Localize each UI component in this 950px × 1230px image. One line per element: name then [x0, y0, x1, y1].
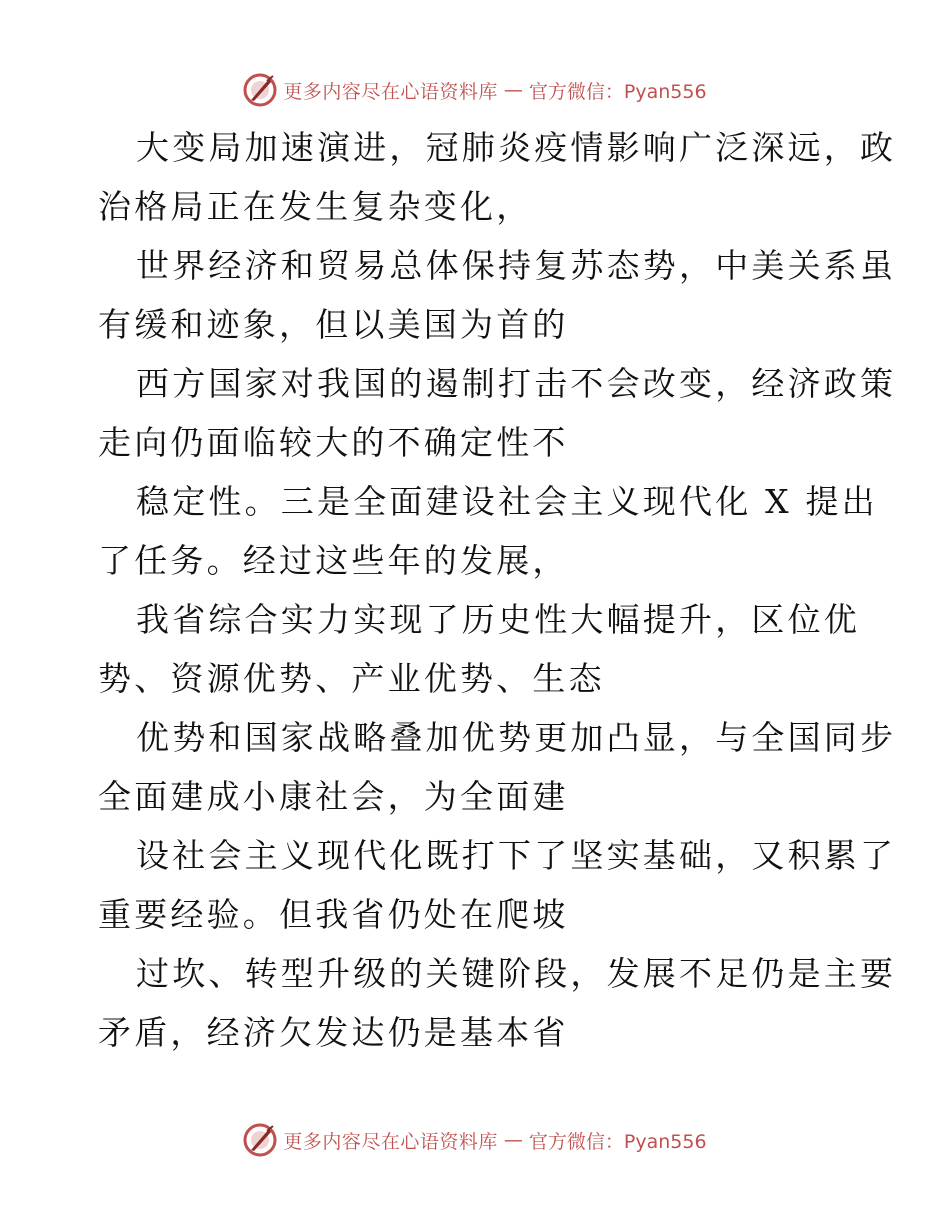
body-line: 优势和国家战略叠加优势更加凸显，与全国同步 [136, 718, 897, 757]
quill-logo-icon [243, 1123, 277, 1157]
body-line: 世界经济和贸易总体保持复苏态势，中美关系虽 [136, 246, 897, 285]
body-line: 势、资源优势、产业优势、生态 [98, 659, 605, 698]
header-banner-dash: — [503, 79, 523, 101]
body-line: 矛盾，经济欠发达仍是基本省 [98, 1013, 569, 1052]
body-line: 西方国家对我国的遏制打击不会改变，经济政策 [136, 364, 897, 403]
body-line: 重要经验。但我省仍处在爬坡 [98, 895, 569, 934]
header-banner [0, 70, 950, 110]
body-line: 大变局加速演进，冠肺炎疫情影响广泛深远，政 [136, 128, 897, 167]
body-line: 有缓和迹象，但以美国为首的 [98, 305, 569, 344]
header-banner-contact: 官方微信：Pyan556 [528, 80, 707, 103]
body-line: 了任务。经过这些年的发展， [98, 541, 569, 580]
document-body [98, 118, 897, 1062]
header-banner-text: 更多内容尽在心语资料库 [283, 80, 498, 103]
body-line: 过坎、转型升级的关键阶段，发展不足仍是主要 [136, 954, 897, 993]
footer-banner [0, 1120, 950, 1160]
body-line: 全面建成小康社会，为全面建 [98, 777, 569, 816]
footer-banner-text: 更多内容尽在心语资料库 [283, 1130, 498, 1153]
body-line: 设社会主义现代化既打下了坚实基础，又积累了 [136, 836, 897, 875]
footer-banner-contact: 官方微信：Pyan556 [528, 1130, 707, 1153]
body-line: 稳定性。三是全面建设社会主义现代化 X 提出 [136, 482, 878, 521]
body-line: 治格局正在发生复杂变化， [98, 187, 533, 226]
footer-banner-dash: — [503, 1129, 523, 1151]
body-line: 走向仍面临较大的不确定性不 [98, 423, 569, 462]
body-line: 我省综合实力实现了历史性大幅提升，区位优 [136, 600, 860, 639]
quill-logo-icon [243, 73, 277, 107]
